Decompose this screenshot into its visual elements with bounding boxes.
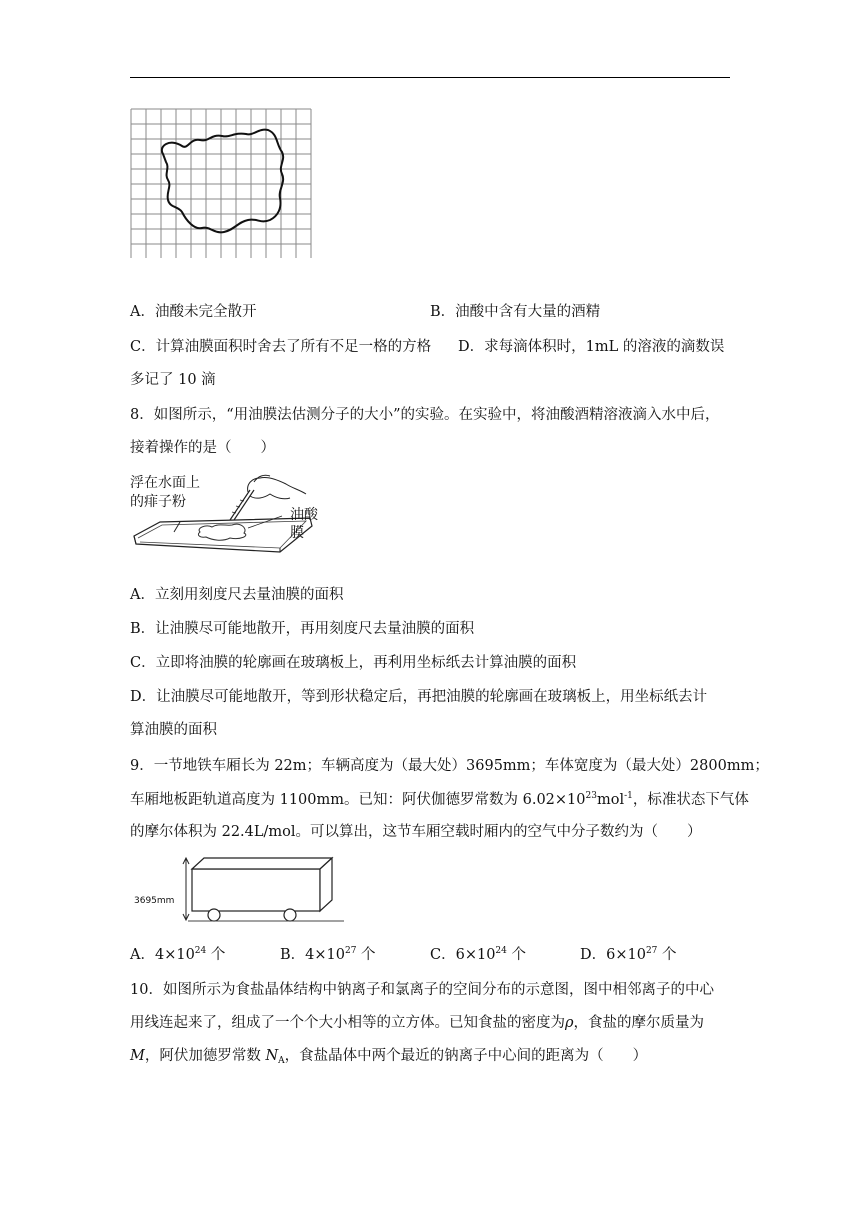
q10-stem-line2: 用线连起来了，组成了一个个大小相等的立方体。已知食盐的密度为ρ，食盐的摩尔质量为	[130, 1015, 705, 1031]
oil-film-experiment-figure	[130, 470, 320, 560]
q9-stem-line3: 的摩尔体积为 22.4L/mol。可以算出，这节车厢空载时厢内的空气中分子数约为（ ）	[130, 824, 702, 840]
header-rule	[130, 77, 730, 78]
coordinate-grid	[131, 109, 311, 258]
q10-stem-line1: 10．如图所示为食盐晶体结构中钠离子和氯离子的空间分布的示意图，图中相邻离子的中心	[130, 982, 714, 998]
oil-film-grid-figure	[130, 108, 320, 258]
q8-option-b: B．让油膜尽可能地散开，再用刻度尺去量油膜的面积	[130, 621, 475, 637]
q9-stem-line1: 9．一节地铁车厢长为 22m；车辆高度为（最大处）3695mm；车体宽度为（最大处）2800mm；	[130, 758, 769, 774]
q9-stem-line2: 车厢地板距轨道高度为 1100mm。已知：阿伏伽德罗常数为 $6.02\times 10^{23}mol^{-1}$，标准状态下气体	[130, 791, 749, 808]
q9-option-b: B．$4\times 10^{27}$ 个	[280, 946, 376, 963]
powder-label-line2: 的痱子粉	[130, 494, 186, 510]
oil-film-label: 油酸膜	[290, 507, 318, 541]
q7-option-d-cont: 多记了 10 滴	[130, 372, 216, 388]
q8-option-c: C．立即将油膜的轮廓画在玻璃板上，再利用坐标纸去计算油膜的面积	[130, 655, 577, 671]
q9-option-d: D．$6\times 10^{27}$ 个	[580, 946, 677, 963]
q7-option-a: A．油酸未完全散开	[130, 304, 257, 320]
subway-car-figure	[130, 855, 350, 925]
powder-label-line1: 浮在水面上	[130, 475, 200, 491]
q8-option-a: A．立刻用刻度尺去量油膜的面积	[130, 587, 344, 603]
q8-option-d: D．让油膜尽可能地散开，等到形状稳定后，再把油膜的轮廓画在玻璃板上，用坐标纸去计	[130, 689, 708, 705]
q10-stem-line3: M，阿伏加德罗常数 $N_A$，食盐晶体中两个最近的钠离子中心间的距离为（ ）	[130, 1048, 648, 1066]
q8-option-d-cont: 算油膜的面积	[130, 722, 217, 738]
q8-stem-line1: 8．如图所示，“用油膜法估测分子的大小”的实验。在实验中，将油酸酒精溶液滴入水中后，	[130, 407, 720, 423]
q9-option-a: A．$4\times 10^{24}$ 个	[130, 946, 226, 963]
q7-option-c: C．计算油膜面积时舍去了所有不足一格的方格	[130, 339, 432, 355]
height-label: 3695mm	[134, 896, 175, 906]
q7-option-b: B．油酸中含有大量的酒精	[430, 304, 601, 320]
q8-stem-line2: 接着操作的是（ ）	[130, 440, 275, 456]
q9-option-c: C．$6\times 10^{24}$ 个	[430, 946, 526, 963]
oil-film-outline	[162, 130, 283, 233]
q7-option-d: D．求每滴体积时，1mL 的溶液的滴数误	[458, 339, 725, 355]
